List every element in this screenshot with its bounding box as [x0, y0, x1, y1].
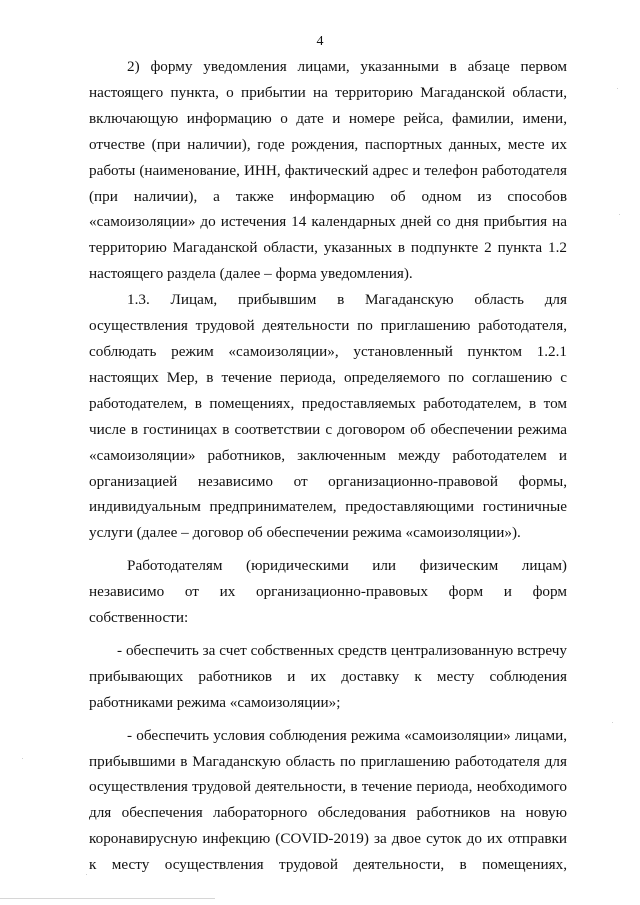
list-item-meeting: - обеспечить за счет собственных средств централизованную встречу прибывающих работников и их доставку к месту соблюдения работниками режима «самоизоляции»; — [89, 641, 567, 711]
list-item-conditions: - обеспечить условия соблюдения режима «самоизоляции» лицами, прибывшими в Магаданскую область по приглашению работодателя для осуществления трудовой деятельности, в течение периода, необходимого для обеспечения лабораторного обследования работников на новую коронавирусную инфекцию (COVID-2019) за двое суток до их отправки к месту осуществления трудовой деятельности, в помещениях, — [89, 726, 567, 874]
scan-artifact — [612, 722, 613, 723]
page-number: 4 — [316, 34, 324, 49]
scan-artifact — [22, 758, 23, 759]
paragraph-employers: Работодателям (юридическими или физическим лицам) независимо от их организационно-правовых форм и форм собственности: — [89, 557, 567, 627]
paragraph-notification-form: 2) форму уведомления лицами, указанными в абзаце первом настоящего пункта, о прибытии на территорию Магаданской области, включающую информацию о дате и номере рейса, фамилии, имени, отчестве (при наличии), годе рождения, паспортных данных, месте их работы (наименование, ИНН, фактический адрес и телефон работодателя (при наличии), а также информацию об одном из способов «самоизоляции» до истечения 14 календарных дней со дня прибытия на территорию Магаданской области, указанных в подпункте 2 пункта 1.2 настоящего раздела (далее – форма уведомления). — [89, 58, 567, 283]
paragraph-1-3: 1.3. Лицам, прибывшим в Магаданскую область для осуществления трудовой деятельности по приглашению работодателя, соблюдать режим «самоизоляции», установленный пунктом 1.2.1 настоящих Мер, в течение периода, определяемого по соглашению с работодателем, в помещениях, предоставляемых работодателем, в том числе в гостиницах в соответствии с договором об обеспечении режима «самоизоляции» работников, заключенным между работодателем и организацией независимо от организационно-правовой формы, индивидуальным предпринимателем, предоставляющими гостиничные услуги (далее – договор об обеспечении режима «самоизоляции»). — [89, 291, 567, 542]
document-body — [89, 54, 567, 878]
scan-artifact — [617, 88, 618, 89]
scan-artifact — [619, 214, 620, 215]
scan-artifact — [86, 874, 87, 875]
footer-divider — [0, 898, 215, 899]
